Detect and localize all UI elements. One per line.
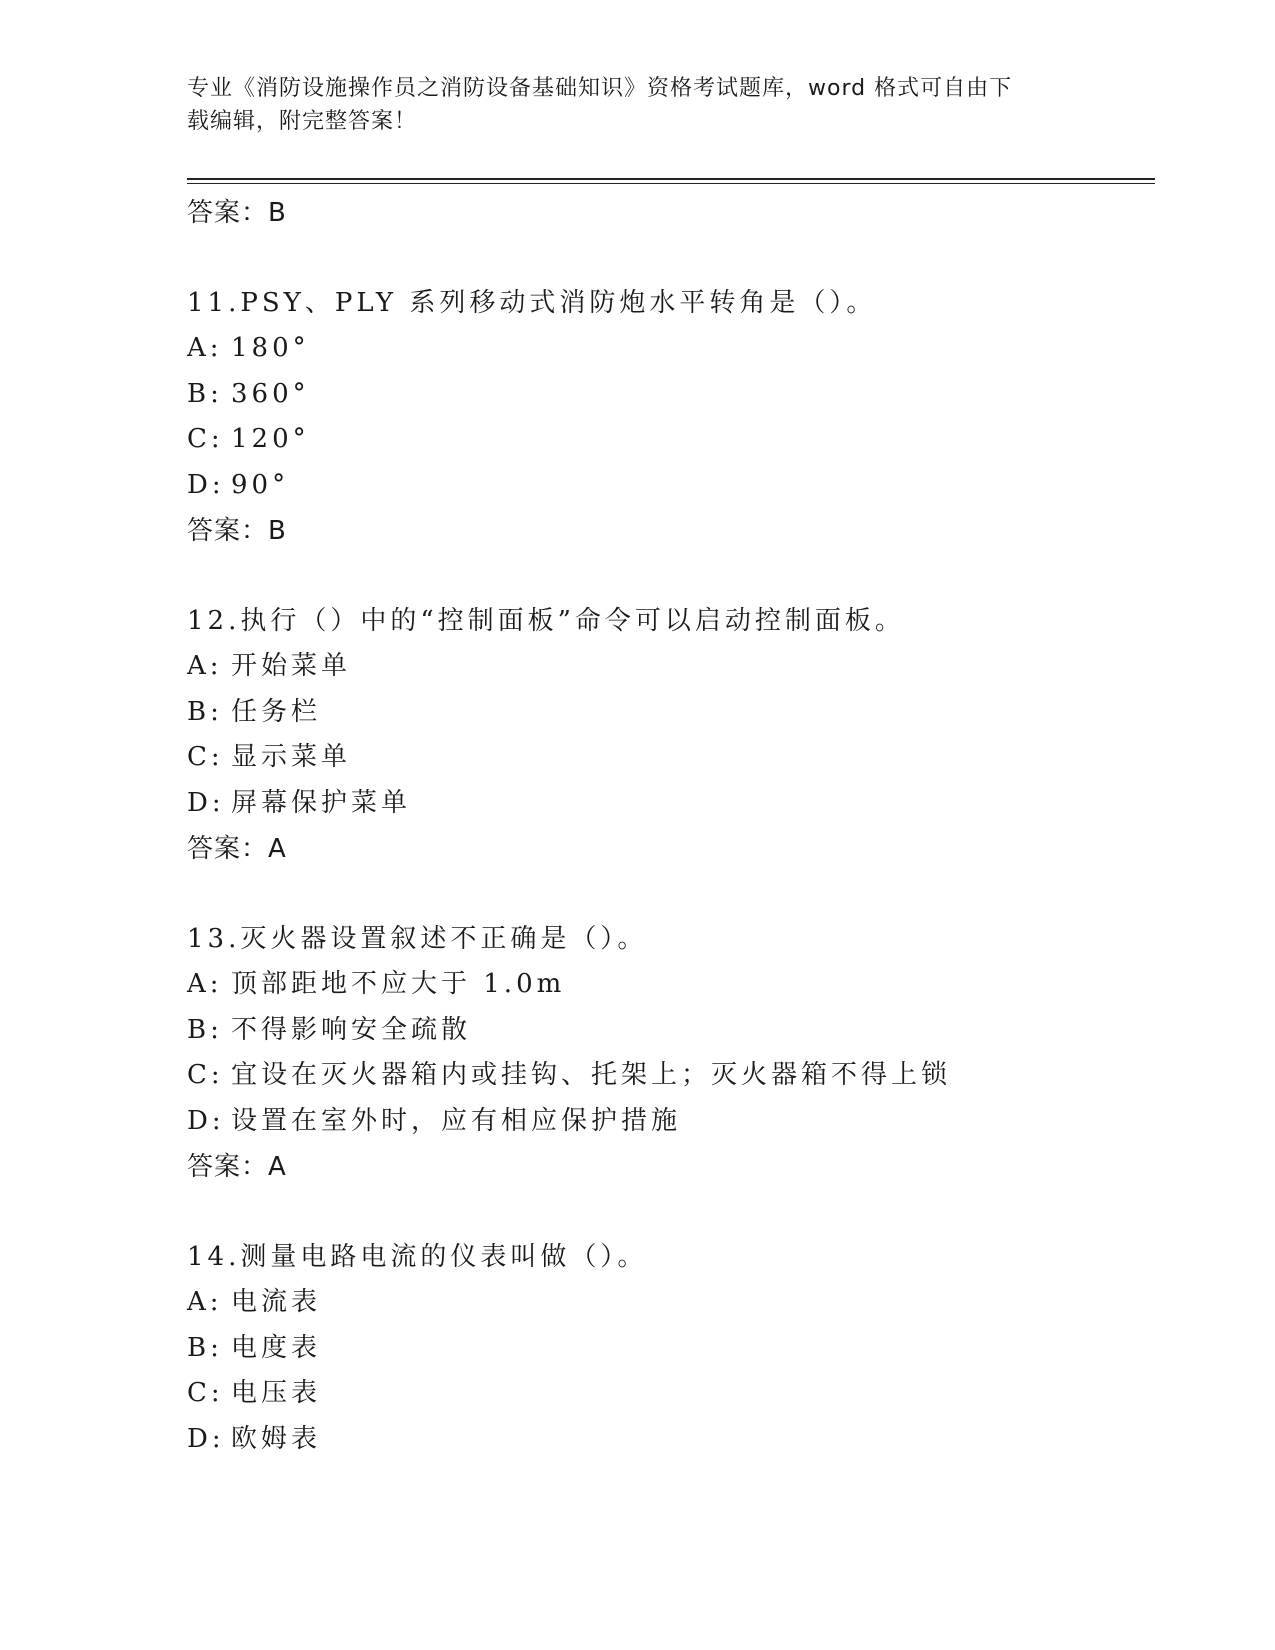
option-text: 任务栏 <box>231 696 322 727</box>
option-d <box>187 1417 1155 1463</box>
option-key: C: <box>187 424 224 454</box>
option-text: 设置在室外时，应有相应保护措施 <box>231 1105 682 1136</box>
option-c <box>187 735 1155 781</box>
option-b <box>187 1326 1155 1372</box>
option-key: B: <box>187 1332 223 1363</box>
option-key: A: <box>187 333 223 363</box>
question-11 <box>187 280 1155 554</box>
header-divider-thick <box>187 178 1155 180</box>
answer: 答案：A <box>187 834 287 864</box>
previous-answer: 答案：B <box>187 198 287 228</box>
option-d <box>187 781 1155 827</box>
question-13 <box>187 916 1155 1190</box>
answer: 答案：A <box>187 1152 287 1182</box>
question-stem: 12.执行（）中的“控制面板”命令可以启动控制面板。 <box>187 606 905 636</box>
option-text: 180° <box>231 333 310 363</box>
option-a <box>187 962 1155 1008</box>
option-text: 不得影响安全疏散 <box>231 1014 472 1045</box>
option-key: C: <box>187 1060 224 1090</box>
option-key: A: <box>187 1287 223 1317</box>
option-text: 屏幕保护菜单 <box>231 787 412 818</box>
option-key: B: <box>187 696 223 727</box>
option-text: 90° <box>231 469 290 500</box>
option-c <box>187 417 1155 463</box>
answer: 答案：B <box>187 516 287 546</box>
option-c <box>187 1053 1155 1099</box>
header-line-1: 专业《消防设施操作员之消防设备基础知识》资格考试题库，word 格式可自由下 <box>187 76 1013 101</box>
document-header <box>187 72 1067 138</box>
option-key: D: <box>187 1423 225 1454</box>
option-text: 电压表 <box>231 1378 322 1408</box>
option-b <box>187 372 1155 418</box>
option-a <box>187 1280 1155 1326</box>
header-divider-thin <box>187 183 1155 184</box>
option-text: 欧姆表 <box>231 1423 322 1454</box>
option-text: 电流表 <box>231 1287 322 1317</box>
option-text: 开始菜单 <box>231 651 352 681</box>
option-b <box>187 690 1155 736</box>
option-text: 显示菜单 <box>231 742 352 772</box>
option-key: A: <box>187 969 223 999</box>
option-d <box>187 1099 1155 1145</box>
option-key: D: <box>187 469 225 500</box>
option-key: D: <box>187 787 225 818</box>
option-a <box>187 326 1155 372</box>
option-text: 120° <box>231 424 310 454</box>
option-key: D: <box>187 1105 225 1136</box>
option-a <box>187 644 1155 690</box>
option-key: C: <box>187 742 224 772</box>
option-b <box>187 1008 1155 1054</box>
option-key: B: <box>187 378 223 409</box>
question-stem: 13.灭火器设置叙述不正确是（）。 <box>187 924 648 954</box>
question-12 <box>187 598 1155 872</box>
option-c <box>187 1371 1155 1417</box>
option-text: 宜设在灭火器箱内或挂钩、托架上；灭火器箱不得上锁 <box>231 1060 952 1090</box>
question-stem: 11.PSY、PLY 系列移动式消防炮水平转角是（）。 <box>187 288 877 318</box>
option-key: B: <box>187 1014 223 1045</box>
question-list <box>187 190 1155 1462</box>
option-key: C: <box>187 1378 224 1408</box>
header-line-2: 载编辑，附完整答案！ <box>187 109 418 134</box>
option-d <box>187 463 1155 509</box>
question-stem: 14.测量电路电流的仪表叫做（）。 <box>187 1242 648 1272</box>
question-14 <box>187 1234 1155 1462</box>
option-key: A: <box>187 651 223 681</box>
option-text: 360° <box>231 378 310 409</box>
option-text: 顶部距地不应大于 1.0m <box>231 969 566 999</box>
option-text: 电度表 <box>231 1332 322 1363</box>
